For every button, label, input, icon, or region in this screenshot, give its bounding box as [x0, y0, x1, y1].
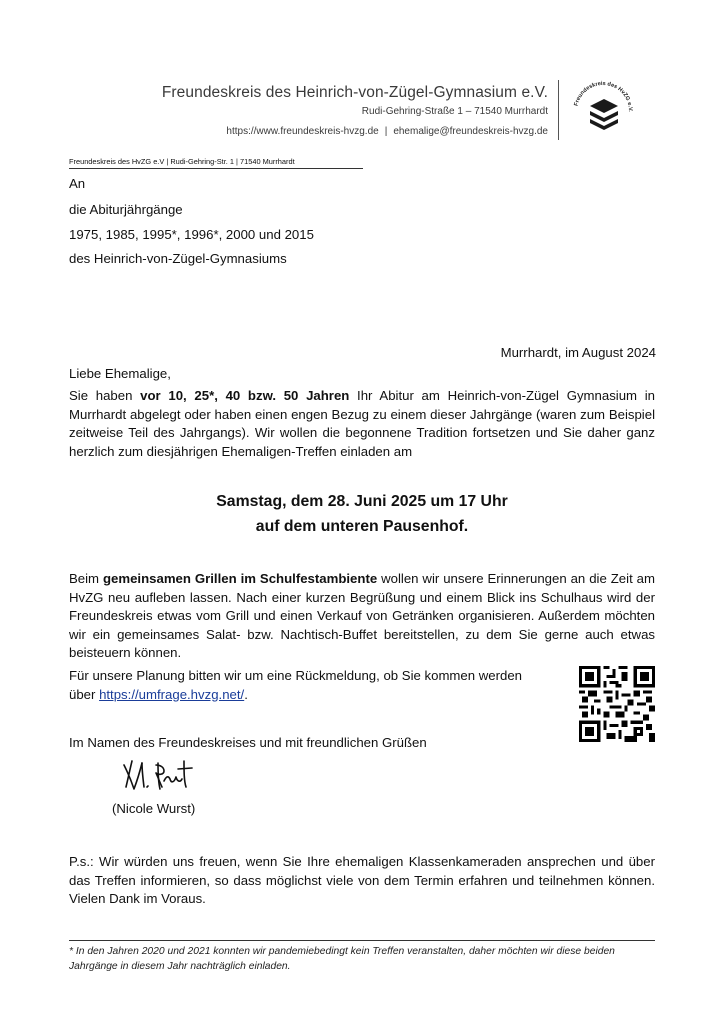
stacked-books-logo-icon — [570, 78, 636, 144]
para1-post: Ihr Abitur am Heinrich-von-Zügel Gymnasium in Murrhardt abgelegt oder haben einen engen Bezug zu einem dieser Jahrgänge (waren zum Beispiel zeitweise Teil des Jahrgangs). Wir wollen die begonnene Tradition fortsetzen und Sie daher ganz herzlich zum diesjährigen Ehemaligen-Treffen einladen am — [69, 388, 656, 459]
signature-name: (Nicole Wurst) — [112, 801, 196, 816]
salutation: Liebe Ehemalige, — [69, 366, 171, 381]
postscript: P.s.: Wir würden uns freuen, wenn Sie Ihre ehemaligen Klassenkameraden ansprechen und über das Treffen informieren, so dass möglichst viele von dem Termin erfahren und teilnehmen können. Vielen Dank im Voraus. — [69, 854, 655, 906]
header-divider — [558, 80, 559, 140]
para2-post: wollen wir unsere Erinnerungen an die Zeit am HvZG neu aufleben lassen. Nach einer kurzen Begrüßung und einem Blick ins Schulhaus wird der Freundeskreis etwas vom Grill und einen Verkauf von Getränken organisieren. Außerdem möchten wir ein gemeinsames Salat- bzw. Nachtisch-Buffet bereitstellen, zu dem Sie gerne auch etwas beisteuern können. — [69, 571, 655, 660]
paragraph-feedback — [69, 667, 522, 704]
email-link[interactable]: ehemalige@freundeskreis-hvzg.de — [393, 126, 548, 137]
recipient-line-3: 1975, 1985, 1995*, 1996*, 2000 und 2015 — [69, 227, 314, 242]
feedback-pre-link: über — [69, 686, 100, 702]
website-link[interactable]: https://www.freundeskreis-hvzg.de — [226, 126, 379, 137]
closing-line: Im Namen des Freundeskreises und mit freundlichen Grüßen — [69, 735, 427, 750]
header-contact — [226, 126, 548, 137]
feedback-post-link: . — [244, 686, 248, 702]
feedback-line-2 — [69, 686, 522, 705]
footnote-divider — [69, 940, 655, 941]
survey-link[interactable]: https://umfrage.hvzg.net/ — [99, 686, 245, 702]
footnote: * In den Jahren 2020 und 2021 konnten wir pandemiebedingt kein Treffen veranstalten, daher möchten wir diese beiden Jahrgänge in diesem Jahr nachträglich einladen. — [69, 946, 615, 972]
recipient-line-4: des Heinrich-von-Zügel-Gymnasiums — [69, 251, 287, 266]
recipient-line-1: An — [69, 176, 86, 191]
para2-pre: Beim — [69, 571, 103, 586]
logo-ring-text: Freundeskreis des HvZG e.V. — [573, 80, 634, 112]
sender-return-address: Freundeskreis des HvZG e.V | Rudi-Gehring-Str. 1 | 71540 Murrhardt — [69, 157, 363, 169]
date-line: Murrhardt, im August 2024 — [500, 345, 656, 360]
feedback-line-1: Für unsere Planung bitten wir um eine Rückmeldung, ob Sie kommen werden — [69, 668, 523, 683]
handwritten-signature-icon — [120, 757, 202, 797]
qr-code-icon[interactable] — [579, 666, 655, 742]
paragraph-program — [69, 570, 655, 663]
event-location: auf dem unteren Pausenhof. — [255, 518, 469, 535]
paragraph-invitation — [69, 387, 655, 461]
para1-bold: vor 10, 25*, 40 bzw. 50 Jahren — [140, 388, 350, 403]
para2-bold: gemeinsamen Grillen im Schulfestambiente — [102, 571, 378, 586]
event-date: Samstag, dem 28. Juni 2025 um 17 Uhr — [216, 493, 508, 510]
header-org-name: Freundeskreis des Heinrich-von-Zügel-Gymnasium e.V. — [161, 84, 548, 101]
recipient-line-2: die Abiturjährgänge — [69, 202, 183, 217]
contact-separator: | — [384, 126, 388, 137]
para1-pre: Sie haben — [69, 388, 141, 403]
header-address: Rudi-Gehring-Straße 1 – 71540 Murrhardt — [361, 106, 548, 117]
